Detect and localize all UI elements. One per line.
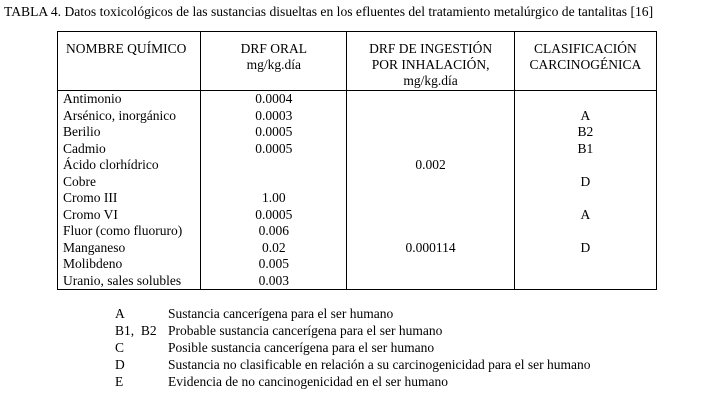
cell-carcinogenic-class: B1 (514, 141, 656, 158)
table-row (58, 124, 657, 141)
cell-inhalation-drf (347, 207, 514, 224)
legend-item (115, 339, 590, 356)
legend-text: Posible sustancia cancerígena para el ser humano (168, 340, 435, 355)
header-carcinogenic-class (514, 32, 656, 91)
cell-oral-drf: 0.0005 (201, 207, 347, 224)
cell-oral-drf (201, 157, 347, 174)
cell-chemical-name: Arsénico, inorgánico (58, 108, 201, 125)
cell-oral-drf (201, 174, 347, 191)
cell-oral-drf: 0.0005 (201, 141, 347, 158)
cell-carcinogenic-class (514, 190, 656, 207)
cell-oral-drf: 0.006 (201, 223, 347, 240)
cell-carcinogenic-class (514, 91, 656, 108)
cell-chemical-name: Molibdeno (58, 256, 201, 273)
legend-item (115, 356, 590, 373)
header-line: mg/kg.día (403, 73, 458, 88)
header-line: CLASIFICACIÓN (533, 41, 637, 56)
legend-text: Sustancia cancerígena para el ser humano (168, 306, 394, 321)
cell-oral-drf: 1.00 (201, 190, 347, 207)
cell-oral-drf: 0.005 (201, 256, 347, 273)
table-row (58, 157, 657, 174)
cell-oral-drf: 0.0003 (201, 108, 347, 125)
cell-carcinogenic-class: D (514, 174, 656, 191)
classification-legend (115, 305, 590, 390)
cell-chemical-name: Cromo VI (58, 207, 201, 224)
table-row (58, 240, 657, 257)
cell-inhalation-drf (347, 190, 514, 207)
legend-code: E (115, 374, 124, 389)
cell-carcinogenic-class (514, 273, 656, 290)
cell-oral-drf: 0.0004 (201, 91, 347, 108)
cell-inhalation-drf (347, 223, 514, 240)
cell-oral-drf: 0.02 (201, 240, 347, 257)
table-row (58, 273, 657, 290)
legend-text: Sustancia no clasificable en relación a su carcinogenicidad para el ser humano (168, 357, 591, 372)
cell-chemical-name: Cadmio (58, 141, 201, 158)
legend-item (115, 305, 590, 322)
cell-chemical-name: Berilio (58, 124, 201, 141)
table-row (58, 223, 657, 240)
table-body (58, 91, 657, 290)
table-caption: TABLA 4. Datos toxicológicos de las sustancias disueltas en los efluentes del tratamiento metalúrgico de tantalitas [16] (4, 4, 654, 19)
cell-inhalation-drf: 0.002 (347, 157, 514, 174)
table-row (58, 141, 657, 158)
legend-code: A (115, 306, 125, 321)
table-row (58, 256, 657, 273)
legend-item (115, 322, 590, 339)
cell-chemical-name: Cromo III (58, 190, 201, 207)
legend-code: D (115, 357, 125, 372)
cell-chemical-name: Manganeso (58, 240, 201, 257)
table-row (58, 91, 657, 108)
cell-inhalation-drf: 0.000114 (347, 240, 514, 257)
legend-code: B1, B2 (115, 323, 157, 338)
header-inhalation-drf (347, 32, 514, 91)
cell-inhalation-drf (347, 108, 514, 125)
header-line: CARCINOGÉNICA (529, 57, 642, 72)
cell-chemical-name: Antimonio (58, 91, 201, 108)
cell-carcinogenic-class (514, 256, 656, 273)
cell-chemical-name: Cobre (58, 174, 201, 191)
cell-chemical-name: Fluor (como fluoruro) (58, 223, 201, 240)
cell-oral-drf: 0.003 (201, 273, 347, 290)
table-row (58, 174, 657, 191)
header-line: POR INHALACIÓN, (371, 57, 490, 72)
header-line: DRF DE INGESTIÓN (369, 41, 493, 56)
table-row (58, 207, 657, 224)
cell-oral-drf: 0.0005 (201, 124, 347, 141)
table-row (58, 108, 657, 125)
header-line: mg/kg.día (246, 57, 302, 72)
legend-code: C (115, 340, 125, 355)
toxicology-table (57, 31, 657, 290)
header-line: DRF ORAL (240, 41, 308, 56)
table-row (58, 190, 657, 207)
cell-inhalation-drf (347, 91, 514, 108)
header-line: NOMBRE QUÍMICO (66, 41, 187, 56)
cell-carcinogenic-class: B2 (514, 124, 656, 141)
cell-carcinogenic-class (514, 157, 656, 174)
header-oral-drf (201, 32, 347, 91)
legend-text: Evidencia de no cancinogenicidad en el ser humano (168, 374, 449, 389)
cell-carcinogenic-class: D (514, 240, 656, 257)
cell-inhalation-drf (347, 256, 514, 273)
cell-inhalation-drf (347, 124, 514, 141)
legend-text: Probable sustancia cancerígena para el ser humano (168, 323, 443, 338)
cell-carcinogenic-class: A (514, 207, 656, 224)
cell-chemical-name: Uranio, sales solubles (58, 273, 201, 290)
cell-inhalation-drf (347, 174, 514, 191)
cell-inhalation-drf (347, 273, 514, 290)
header-chemical-name (58, 32, 201, 91)
legend-item (115, 373, 590, 390)
cell-inhalation-drf (347, 141, 514, 158)
table-header-row (58, 32, 657, 91)
cell-carcinogenic-class: A (514, 108, 656, 125)
cell-carcinogenic-class (514, 223, 656, 240)
cell-chemical-name: Ácido clorhídrico (58, 157, 201, 174)
